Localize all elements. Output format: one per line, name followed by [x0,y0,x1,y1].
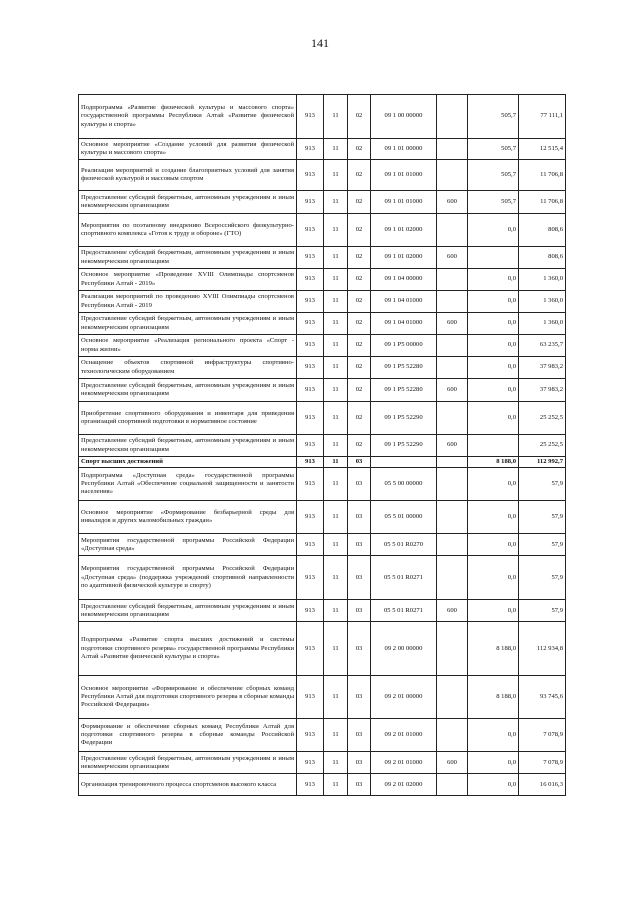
table-row [79,774,566,796]
target-article-cell: 09 1 P5 52290 [371,402,437,435]
target-article-cell: 05 5 01 R0271 [371,556,437,600]
amount-1-cell: 0,0 [468,752,519,774]
section-cell: 11 [324,291,348,313]
grbs-cell: 913 [297,160,324,191]
target-article-cell [371,457,437,468]
target-article-cell: 09 2 01 01000 [371,752,437,774]
row-name-cell: Мероприятия государственной программы Российской Федерации «Доступная среда» [79,534,297,556]
target-article-cell: 09 2 00 00000 [371,622,437,676]
row-name-cell: Реализация мероприятий и создание благоприятных условий для занятия физической культурой и массовым спортом [79,160,297,191]
subsection-cell: 02 [348,160,371,191]
subsection-cell: 02 [348,247,371,269]
subsection-cell: 03 [348,501,371,534]
amount-1-cell: 0,0 [468,379,519,402]
row-name-cell: Мероприятия по поэтапному внедрению Всероссийского физкультурно-спортивного комплекса «Готов к труду и обороне» (ГТО) [79,214,297,247]
target-article-cell: 09 2 01 01000 [371,719,437,752]
amount-2-cell: 11 706,8 [519,191,566,214]
subsection-cell: 02 [348,357,371,379]
subsection-cell: 03 [348,622,371,676]
subsection-cell: 02 [348,402,371,435]
amount-2-cell: 1 360,0 [519,291,566,313]
subsection-cell: 03 [348,719,371,752]
subsection-cell: 02 [348,435,371,457]
amount-1-cell: 0,0 [468,719,519,752]
section-cell: 11 [324,600,348,622]
table-row [79,357,566,379]
subsection-cell: 02 [348,379,371,402]
budget-table [78,94,566,796]
grbs-cell: 913 [297,247,324,269]
subsection-cell: 02 [348,139,371,160]
section-cell: 11 [324,191,348,214]
target-article-cell: 09 1 04 01000 [371,291,437,313]
table-row [79,402,566,435]
grbs-cell: 913 [297,357,324,379]
expense-type-cell [437,269,468,291]
subsection-cell: 03 [348,752,371,774]
section-cell: 11 [324,534,348,556]
row-name-cell: Реализация мероприятий по проведению XVIII Олимпиады спортсменов Республики Алтай - 2019 [79,291,297,313]
amount-1-cell [468,435,519,457]
table-row [79,335,566,357]
expense-type-cell: 600 [437,379,468,402]
table-row [79,247,566,269]
grbs-cell: 913 [297,335,324,357]
section-cell: 11 [324,247,348,269]
section-cell: 11 [324,676,348,719]
amount-2-cell: 1 360,0 [519,313,566,335]
row-name-cell: Организация тренировочного процесса спортсменов высокого класса [79,774,297,796]
row-name-cell: Подпрограмма «Доступная среда» государственной программы Республики Алтай «Обеспечение социальной защищенности и занятости населения» [79,468,297,501]
expense-type-cell [437,676,468,719]
row-name-cell: Спорт высших достижений [79,457,297,468]
amount-2-cell: 57,9 [519,600,566,622]
target-article-cell: 09 1 01 02000 [371,214,437,247]
table-row [79,291,566,313]
grbs-cell: 913 [297,457,324,468]
subsection-cell: 03 [348,534,371,556]
amount-1-cell [468,247,519,269]
subsection-cell: 03 [348,556,371,600]
table-row [79,534,566,556]
expense-type-cell [437,774,468,796]
grbs-cell: 913 [297,95,324,139]
section-cell: 11 [324,379,348,402]
subsection-cell: 03 [348,774,371,796]
row-name-cell: Подпрограмма «Развитие спорта высших достижений и системы подготовки спортивного резерва» государственной программы Республики Алтай «Развитие физической культуры и спорта» [79,622,297,676]
section-cell: 11 [324,774,348,796]
expense-type-cell [437,139,468,160]
target-article-cell: 09 1 01 00000 [371,139,437,160]
amount-1-cell: 0,0 [468,501,519,534]
expense-type-cell [437,160,468,191]
table-row [79,160,566,191]
target-article-cell: 05 5 01 R0271 [371,600,437,622]
table-row [79,379,566,402]
grbs-cell: 913 [297,719,324,752]
table-row [79,468,566,501]
amount-1-cell: 0,0 [468,313,519,335]
target-article-cell: 09 1 01 02000 [371,247,437,269]
target-article-cell: 05 5 01 R0270 [371,534,437,556]
table-row [79,752,566,774]
section-cell: 11 [324,468,348,501]
grbs-cell: 913 [297,402,324,435]
target-article-cell: 09 1 04 01000 [371,313,437,335]
amount-2-cell: 112 992,7 [519,457,566,468]
row-name-cell: Предоставление субсидий бюджетным, автономным учреждениям и иным некоммерческим организациям [79,752,297,774]
subsection-cell: 02 [348,335,371,357]
subsection-cell: 02 [348,214,371,247]
subsection-cell: 02 [348,291,371,313]
amount-2-cell: 77 111,1 [519,95,566,139]
table-row [79,214,566,247]
amount-2-cell: 37 983,2 [519,379,566,402]
amount-1-cell: 0,0 [468,600,519,622]
amount-2-cell: 11 706,8 [519,160,566,191]
grbs-cell: 913 [297,600,324,622]
row-name-cell: Приобретение спортивного оборудования и инвентаря для приведения организаций спортивной подготовки в нормативное состояние [79,402,297,435]
expense-type-cell: 600 [437,435,468,457]
expense-type-cell [437,402,468,435]
amount-2-cell: 37 983,2 [519,357,566,379]
row-name-cell: Формирование и обеспечение сборных команд Республики Алтай для подготовки спортивного резерва в сборные команды Российской Федерации [79,719,297,752]
target-article-cell: 09 1 P5 52280 [371,357,437,379]
section-cell: 11 [324,313,348,335]
section-cell: 11 [324,435,348,457]
section-cell: 11 [324,335,348,357]
table-row [79,600,566,622]
expense-type-cell [437,719,468,752]
amount-1-cell: 0,0 [468,402,519,435]
row-name-cell: Мероприятия государственной программы Российской Федерации «Доступная среда» (поддержка учреждений спортивной направленности по адаптивной физической культуре и спорту) [79,556,297,600]
row-name-cell: Предоставление субсидий бюджетным, автономным учреждениям и иным некоммерческим организациям [79,191,297,214]
grbs-cell: 913 [297,774,324,796]
target-article-cell: 05 5 00 00000 [371,468,437,501]
row-name-cell: Основное мероприятие «Проведение XVIII Олимпиады спортсменов Республики Алтай - 2019» [79,269,297,291]
amount-1-cell: 505,7 [468,160,519,191]
grbs-cell: 913 [297,676,324,719]
expense-type-cell [437,534,468,556]
expense-type-cell [437,357,468,379]
amount-1-cell: 0,0 [468,335,519,357]
section-cell: 11 [324,501,348,534]
subsection-cell: 03 [348,468,371,501]
grbs-cell: 913 [297,214,324,247]
grbs-cell: 913 [297,269,324,291]
amount-1-cell: 0,0 [468,269,519,291]
expense-type-cell [437,501,468,534]
amount-2-cell: 63 235,7 [519,335,566,357]
expense-type-cell [437,556,468,600]
row-name-cell: Основное мероприятие «Формирование и обеспечение сборных команд Республики Алтай для подготовки спортивного резерва в сборные команды Российской Федерации» [79,676,297,719]
expense-type-cell: 600 [437,752,468,774]
table-row [79,313,566,335]
expense-type-cell [437,622,468,676]
expense-type-cell [437,95,468,139]
row-name-cell: Предоставление субсидий бюджетным, автономным учреждениям и иным некоммерческим организациям [79,600,297,622]
amount-1-cell: 0,0 [468,468,519,501]
row-name-cell: Предоставление субсидий бюджетным, автономным учреждениям и иным некоммерческим организациям [79,379,297,402]
section-cell: 11 [324,95,348,139]
amount-2-cell: 57,9 [519,501,566,534]
grbs-cell: 913 [297,291,324,313]
grbs-cell: 913 [297,139,324,160]
amount-1-cell: 0,0 [468,534,519,556]
table-row [79,457,566,468]
table-row [79,191,566,214]
expense-type-cell [437,468,468,501]
amount-1-cell: 8 188,0 [468,676,519,719]
table-row [79,435,566,457]
amount-2-cell: 57,9 [519,468,566,501]
subsection-cell: 03 [348,457,371,468]
section-cell: 11 [324,139,348,160]
amount-2-cell: 25 252,5 [519,402,566,435]
target-article-cell: 09 1 P5 52280 [371,379,437,402]
amount-1-cell: 0,0 [468,214,519,247]
subsection-cell: 02 [348,95,371,139]
amount-1-cell: 505,7 [468,191,519,214]
amount-2-cell: 12 515,4 [519,139,566,160]
table-row [79,95,566,139]
amount-2-cell: 7 078,9 [519,719,566,752]
target-article-cell: 09 1 P5 52290 [371,435,437,457]
amount-1-cell: 0,0 [468,291,519,313]
expense-type-cell [437,214,468,247]
subsection-cell: 02 [348,191,371,214]
expense-type-cell [437,291,468,313]
amount-2-cell: 1 360,0 [519,269,566,291]
section-cell: 11 [324,752,348,774]
section-cell: 11 [324,622,348,676]
row-name-cell: Предоставление субсидий бюджетным, автономным учреждениям и иным некоммерческим организациям [79,313,297,335]
amount-2-cell: 25 252,5 [519,435,566,457]
section-cell: 11 [324,556,348,600]
table-row [79,622,566,676]
expense-type-cell: 600 [437,191,468,214]
row-name-cell: Предоставление субсидий бюджетным, автономным учреждениям и иным некоммерческим организациям [79,435,297,457]
expense-type-cell: 600 [437,600,468,622]
amount-2-cell: 112 934,8 [519,622,566,676]
subsection-cell: 02 [348,269,371,291]
grbs-cell: 913 [297,534,324,556]
row-name-cell: Основное мероприятие «Реализация регионального проекта «Спорт - норма жизни» [79,335,297,357]
amount-1-cell: 0,0 [468,556,519,600]
row-name-cell: Подпрограмма «Развитие физической культуры и массового спорта» государственной программы Республики Алтай «Развитие физической культуры и спорта» [79,95,297,139]
expense-type-cell: 600 [437,313,468,335]
amount-1-cell: 505,7 [468,95,519,139]
amount-1-cell: 8 188,0 [468,622,519,676]
amount-2-cell: 808,6 [519,247,566,269]
amount-2-cell: 808,6 [519,214,566,247]
table-row [79,719,566,752]
amount-2-cell: 93 745,6 [519,676,566,719]
target-article-cell: 09 2 01 02000 [371,774,437,796]
amount-2-cell: 57,9 [519,556,566,600]
table-row [79,676,566,719]
grbs-cell: 913 [297,379,324,402]
subsection-cell: 02 [348,313,371,335]
section-cell: 11 [324,160,348,191]
amount-1-cell: 0,0 [468,357,519,379]
target-article-cell: 09 1 01 01000 [371,191,437,214]
grbs-cell: 913 [297,752,324,774]
section-cell: 11 [324,719,348,752]
section-cell: 11 [324,269,348,291]
row-name-cell: Основное мероприятие «Формирование безбарьерной среды для инвалидов и других маломобильных граждан» [79,501,297,534]
amount-2-cell: 7 078,9 [519,752,566,774]
row-name-cell: Основное мероприятие «Создание условий для развития физической культуры и массового спорта» [79,139,297,160]
grbs-cell: 913 [297,468,324,501]
target-article-cell: 09 2 01 00000 [371,676,437,719]
subsection-cell: 03 [348,676,371,719]
section-cell: 11 [324,357,348,379]
row-name-cell: Предоставление субсидий бюджетным, автономным учреждениям и иным некоммерческим организациям [79,247,297,269]
target-article-cell: 09 1 00 00000 [371,95,437,139]
target-article-cell: 09 1 P5 00000 [371,335,437,357]
target-article-cell: 09 1 01 01000 [371,160,437,191]
table-row [79,139,566,160]
grbs-cell: 913 [297,191,324,214]
amount-1-cell: 505,7 [468,139,519,160]
row-name-cell: Оснащение объектов спортивной инфраструктуры спортивно-технологическим оборудованием [79,357,297,379]
amount-1-cell: 8 188,0 [468,457,519,468]
amount-2-cell: 16 016,3 [519,774,566,796]
grbs-cell: 913 [297,556,324,600]
target-article-cell: 05 5 01 00000 [371,501,437,534]
table-row [79,556,566,600]
grbs-cell: 913 [297,622,324,676]
section-cell: 11 [324,402,348,435]
grbs-cell: 913 [297,501,324,534]
expense-type-cell [437,335,468,357]
table-row [79,269,566,291]
expense-type-cell [437,457,468,468]
subsection-cell: 03 [348,600,371,622]
grbs-cell: 913 [297,313,324,335]
table-row [79,501,566,534]
expense-type-cell: 600 [437,247,468,269]
amount-2-cell: 57,9 [519,534,566,556]
target-article-cell: 09 1 04 00000 [371,269,437,291]
amount-1-cell: 0,0 [468,774,519,796]
section-cell: 11 [324,214,348,247]
page-number: 141 [311,36,329,50]
grbs-cell: 913 [297,435,324,457]
section-cell: 11 [324,457,348,468]
